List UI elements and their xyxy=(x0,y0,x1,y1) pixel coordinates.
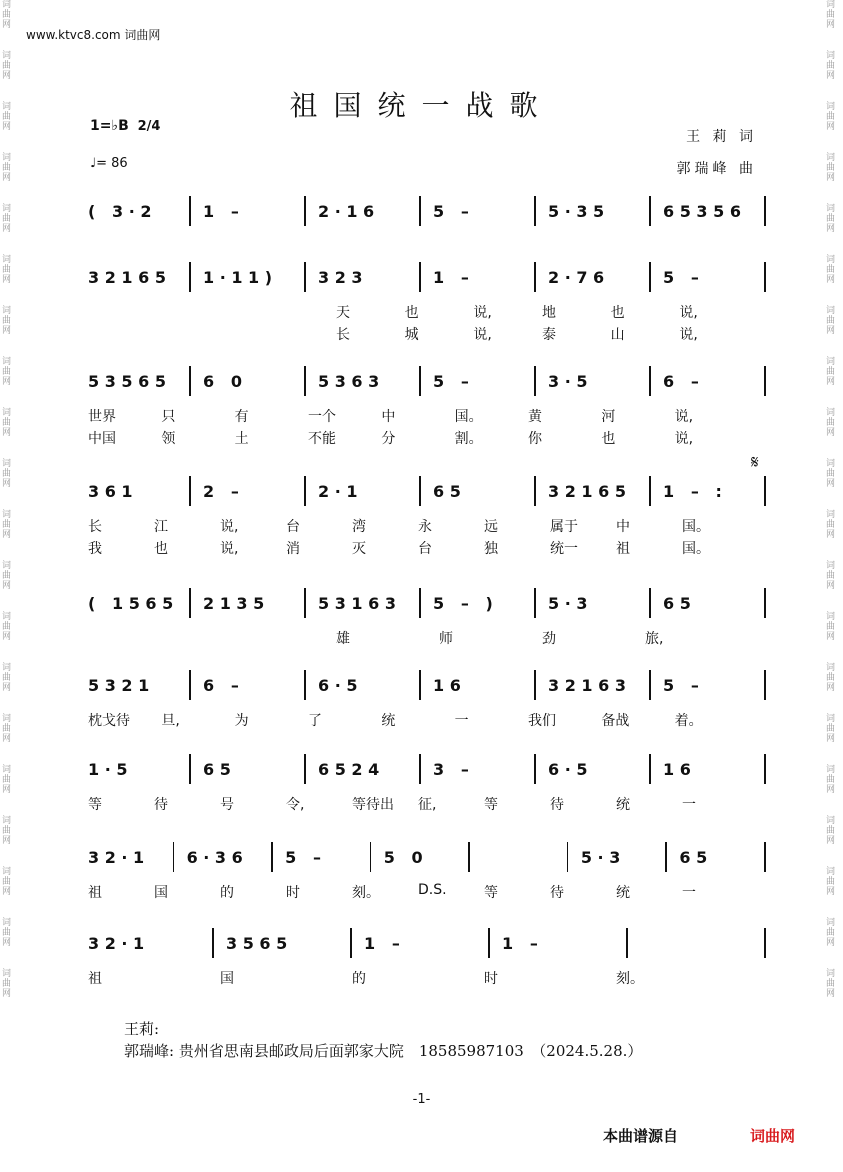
barline xyxy=(304,754,306,784)
notes-line xyxy=(66,366,766,406)
barline xyxy=(534,588,536,618)
watermark-text: 词 曲 网 xyxy=(2,561,12,591)
watermark-text: 词 曲 网 xyxy=(2,765,12,795)
lyric-syllable: 消 xyxy=(286,541,300,557)
barline xyxy=(764,842,766,872)
measure: 1 – xyxy=(502,934,538,953)
measure: 5 3 1 6 3 xyxy=(318,594,396,613)
barline xyxy=(534,476,536,506)
watermark-text: 词 曲 网 xyxy=(826,306,836,336)
measure: 5 · 3 5 xyxy=(548,202,605,221)
lyric-syllable: 台 xyxy=(418,541,432,557)
lyric-syllable: 统 xyxy=(616,885,630,901)
lyric-syllable: 一 xyxy=(454,713,469,729)
lyric-syllable: 国 xyxy=(154,885,168,901)
lyric-syllable: 旦, xyxy=(161,713,180,729)
watermark-text: 词 曲 网 xyxy=(2,204,12,234)
lyric-syllable: 统 xyxy=(616,797,630,813)
page-number: -1- xyxy=(412,1092,431,1107)
watermark-text: 词 曲 网 xyxy=(826,408,836,438)
watermark-text: 词 曲 网 xyxy=(2,408,12,438)
lyric-syllable: 也 xyxy=(601,431,616,447)
lyric-syllable: 一 xyxy=(682,885,696,901)
lyric-syllable: 长 xyxy=(88,519,102,535)
lyric-syllable: 也 xyxy=(404,305,419,321)
composer-credit: 郭瑞峰 曲 xyxy=(676,161,757,177)
barline xyxy=(764,196,766,226)
lyric-syllable: 国。 xyxy=(454,409,483,425)
measure: 6 0 xyxy=(203,372,242,391)
lyric-syllable: 说, xyxy=(220,541,239,557)
lyric-syllable: 说, xyxy=(473,305,492,321)
measure: 3 6 1 xyxy=(88,482,133,501)
lyric-syllable: 也 xyxy=(610,305,625,321)
barline xyxy=(534,366,536,396)
lyric-syllable: 旅, xyxy=(645,631,664,647)
lyric-syllable: 刻。 xyxy=(616,971,644,987)
watermark-text: 词 曲 网 xyxy=(2,51,12,81)
watermark-text: 词 曲 网 xyxy=(826,459,836,489)
lyric-syllable: 祖 xyxy=(616,541,630,557)
barline xyxy=(534,670,536,700)
notes-line xyxy=(66,842,766,882)
lyric-syllable: 时 xyxy=(286,885,300,901)
lyric-syllable: 永 xyxy=(418,519,432,535)
measure: 2 · 1 xyxy=(318,482,358,501)
watermark-text: 词 曲 网 xyxy=(826,612,836,642)
measure: 5 – xyxy=(663,268,699,287)
watermark-text: 词 曲 网 xyxy=(826,255,836,285)
lyric-syllable: 领 xyxy=(161,431,176,447)
barline xyxy=(488,928,490,958)
barline xyxy=(271,842,273,872)
watermark-text: 词 曲 网 xyxy=(826,867,836,897)
barline xyxy=(419,754,421,784)
key-signature: 1=♭B 2/4 xyxy=(90,118,161,134)
lyric-syllable: 城 xyxy=(404,327,419,343)
lyric-syllable: 待 xyxy=(550,797,564,813)
lyric-syllable: 我们 xyxy=(528,713,556,729)
watermark-text: 词 曲 网 xyxy=(2,714,12,744)
lyric-syllable: 的 xyxy=(220,885,234,901)
time-signature: 2/4 xyxy=(137,119,161,134)
barline xyxy=(419,476,421,506)
barline xyxy=(212,928,214,958)
lyric-syllable: 待 xyxy=(154,797,168,813)
measure: 5 3 5 6 5 xyxy=(88,372,166,391)
lyric-syllable: 远 xyxy=(484,519,498,535)
barline xyxy=(764,588,766,618)
watermark-text: 词 曲 网 xyxy=(826,918,836,948)
lyric-syllable: 待 xyxy=(550,885,564,901)
lyricist-credit: 王 莉 词 xyxy=(686,129,757,145)
lyric-syllable: 山 xyxy=(610,327,625,343)
source-brand-link[interactable]: 词曲网 xyxy=(750,1127,796,1145)
measure: 3 2 · 1 xyxy=(88,848,145,867)
lyric-syllable: 说, xyxy=(674,409,694,425)
watermark-text: 词 曲 网 xyxy=(826,357,836,387)
barline xyxy=(764,262,766,292)
lyric-syllable: 地 xyxy=(542,305,556,321)
measure: 2 – xyxy=(203,482,239,501)
lyric-syllable: 说, xyxy=(679,305,698,321)
lyric-syllable: 说, xyxy=(220,519,239,535)
watermark-text: 词 曲 网 xyxy=(2,969,12,999)
watermark-text: 词 曲 网 xyxy=(2,459,12,489)
notes-line xyxy=(66,928,766,968)
lyric-syllable: 说, xyxy=(674,431,694,447)
watermark-text: 词 曲 网 xyxy=(826,765,836,795)
barline xyxy=(534,754,536,784)
lyric-syllable: 等 xyxy=(484,797,498,813)
lyric-syllable: 了 xyxy=(308,713,322,729)
footer-composer-contact: 郭瑞峰: 贵州省思南县邮政局后面郭家大院 18585987103 （2024.5.28.） xyxy=(124,1042,643,1060)
lyric-syllable: 说, xyxy=(473,327,492,343)
barline xyxy=(534,196,536,226)
barline xyxy=(304,262,306,292)
barline xyxy=(370,842,372,872)
lyric-syllable: 国。 xyxy=(682,541,710,557)
measure: ( 3 · 2 xyxy=(88,202,152,221)
lyric-syllable: 国 xyxy=(220,971,234,987)
watermark-text: 词 曲 网 xyxy=(2,510,12,540)
measure: 5 · 3 xyxy=(580,848,621,867)
watermark-text: 词 曲 网 xyxy=(826,969,836,999)
measure: 6 5 xyxy=(679,848,708,867)
measure: 5 – xyxy=(285,848,321,867)
measure: 1 · 5 xyxy=(88,760,128,779)
tempo-marking: ♩= 86 xyxy=(90,156,128,171)
notes-line xyxy=(66,670,766,710)
lyric-syllable: 的 xyxy=(352,971,366,987)
lyric-syllable: 中国 xyxy=(88,431,116,447)
watermark-text: 词 曲 网 xyxy=(2,153,12,183)
barline xyxy=(468,842,470,872)
measure: 2 · 7 6 xyxy=(548,268,605,287)
lyric-syllable: 师 xyxy=(439,631,453,647)
lyric-syllable: 台 xyxy=(286,519,300,535)
barline xyxy=(665,842,667,872)
lyric-syllable: 征, xyxy=(418,797,437,813)
barline xyxy=(304,476,306,506)
barline xyxy=(764,476,766,506)
watermark-text: 词 曲 网 xyxy=(2,357,12,387)
lyric-syllable: 令, xyxy=(286,797,305,813)
measure: 5 3 2 1 xyxy=(88,676,150,695)
measure: 3 2 1 6 5 xyxy=(548,482,626,501)
watermark-left xyxy=(2,0,16,1172)
site-header[interactable]: www.ktvc8.com 词曲网 xyxy=(26,28,161,42)
barline xyxy=(649,476,651,506)
lyric-syllable: 不能 xyxy=(308,431,336,447)
notes-line xyxy=(66,476,766,516)
barline xyxy=(189,754,191,784)
measure: 5 3 6 3 xyxy=(318,372,380,391)
barline xyxy=(649,588,651,618)
measure: 5 – xyxy=(433,202,469,221)
barline xyxy=(304,670,306,700)
barline xyxy=(764,670,766,700)
lyric-syllable: 河 xyxy=(601,409,616,425)
measure: 3 · 5 xyxy=(548,372,588,391)
lyric-syllable: 国。 xyxy=(682,519,710,535)
barline xyxy=(189,196,191,226)
lyric-syllable: 雄 xyxy=(336,631,350,647)
watermark-text: 词 曲 网 xyxy=(826,561,836,591)
measure: 5 – ) xyxy=(433,594,493,613)
watermark-text: 词 曲 网 xyxy=(2,867,12,897)
lyric-syllable: 祖 xyxy=(88,885,102,901)
watermark-text: 词 曲 网 xyxy=(2,306,12,336)
barline xyxy=(649,670,651,700)
watermark-text: 词 曲 网 xyxy=(2,102,12,132)
lyric-syllable: 灭 xyxy=(352,541,366,557)
barline xyxy=(649,754,651,784)
source-label: 本曲谱源自 xyxy=(603,1127,679,1145)
lyric-syllable: D.S. xyxy=(418,882,447,898)
lyric-syllable: 天 xyxy=(336,305,350,321)
measure: 1 · 1 1 ) xyxy=(203,268,273,287)
measure: 6 5 xyxy=(203,760,231,779)
lyric-syllable: 枕戈待 xyxy=(88,713,130,729)
measure: 6 5 2 4 xyxy=(318,760,380,779)
barline xyxy=(649,196,651,226)
barline xyxy=(304,588,306,618)
barline xyxy=(350,928,352,958)
watermark-text: 词 曲 网 xyxy=(826,663,836,693)
measure: 6 – xyxy=(663,372,699,391)
measure: 3 5 6 5 xyxy=(226,934,288,953)
watermark-text: 词 曲 网 xyxy=(2,612,12,642)
measure: 3 2 1 6 3 xyxy=(548,676,626,695)
barline xyxy=(419,366,421,396)
measure: 6 5 xyxy=(663,594,691,613)
watermark-right xyxy=(826,0,840,1172)
lyric-syllable: 江 xyxy=(154,519,168,535)
lyric-syllable: 号 xyxy=(220,797,234,813)
footer-lyricist-contact: 王莉: xyxy=(124,1020,160,1038)
lyric-syllable: 分 xyxy=(381,431,396,447)
barline xyxy=(304,196,306,226)
measure: 1 – xyxy=(433,268,469,287)
barline xyxy=(534,262,536,292)
measure: 6 5 xyxy=(433,482,461,501)
measure: 5 0 xyxy=(383,848,423,867)
lyric-syllable: 世界 xyxy=(88,409,116,425)
measure: 6 · 3 6 xyxy=(186,848,243,867)
lyric-syllable: 说, xyxy=(679,327,698,343)
watermark-text: 词 曲 网 xyxy=(2,0,12,30)
measure: ( 1 5 6 5 xyxy=(88,594,174,613)
watermark-text: 词 曲 网 xyxy=(826,51,836,81)
barline xyxy=(189,588,191,618)
measure: 6 · 5 xyxy=(318,676,358,695)
watermark-text: 词 曲 网 xyxy=(826,0,836,30)
watermark-text: 词 曲 网 xyxy=(2,918,12,948)
measure: 3 2 · 1 xyxy=(88,934,145,953)
measure: 1 6 xyxy=(433,676,461,695)
measure: 3 – xyxy=(433,760,469,779)
measure: 6 5 3 5 6 xyxy=(663,202,741,221)
measure: 2 1 3 5 xyxy=(203,594,265,613)
lyric-syllable: 只 xyxy=(161,409,176,425)
lyric-syllable: 等 xyxy=(88,797,102,813)
lyric-syllable: 也 xyxy=(154,541,168,557)
measure: 1 – : xyxy=(663,482,722,501)
lyric-syllable: 泰 xyxy=(542,327,556,343)
lyric-syllable: 割。 xyxy=(454,431,483,447)
lyric-syllable: 湾 xyxy=(352,519,366,535)
watermark-text: 词 曲 网 xyxy=(2,816,12,846)
measure: 3 2 1 6 5 xyxy=(88,268,166,287)
measure: 5 – xyxy=(433,372,469,391)
barline xyxy=(189,670,191,700)
barline xyxy=(649,262,651,292)
lyric-syllable: 独 xyxy=(484,541,498,557)
barline xyxy=(419,196,421,226)
lyric-syllable: 时 xyxy=(484,971,498,987)
barline xyxy=(304,366,306,396)
lyric-syllable: 刻。 xyxy=(352,885,380,901)
lyric-syllable: 你 xyxy=(528,431,542,447)
watermark-text: 词 曲 网 xyxy=(2,663,12,693)
barline xyxy=(764,754,766,784)
lyric-syllable: 中 xyxy=(381,409,396,425)
notes-line xyxy=(66,754,766,794)
watermark-text: 词 曲 网 xyxy=(826,816,836,846)
lyric-syllable: 中 xyxy=(616,519,630,535)
measure: 5 · 3 xyxy=(548,594,588,613)
lyric-syllable: 等待出 xyxy=(352,797,394,813)
watermark-text: 词 曲 网 xyxy=(2,255,12,285)
barline xyxy=(626,928,628,958)
barline xyxy=(764,366,766,396)
measure: 3 2 3 xyxy=(318,268,363,287)
barline xyxy=(173,842,175,872)
segno-sign: 𝄋 xyxy=(751,452,759,473)
barline xyxy=(649,366,651,396)
watermark-text: 词 曲 网 xyxy=(826,102,836,132)
measure: 5 – xyxy=(663,676,699,695)
watermark-text: 词 曲 网 xyxy=(826,153,836,183)
lyric-syllable: 有 xyxy=(234,409,249,425)
lyric-syllable: 统一 xyxy=(550,541,578,557)
measure: 2 · 1 6 xyxy=(318,202,375,221)
barline xyxy=(567,842,569,872)
song-title: 祖国统一战歌 xyxy=(289,89,554,122)
lyric-syllable: 祖 xyxy=(88,971,102,987)
notes-line xyxy=(66,262,766,302)
lyric-syllable: 等 xyxy=(484,885,498,901)
measure: 1 – xyxy=(364,934,400,953)
barline xyxy=(419,262,421,292)
notes-line xyxy=(66,588,766,628)
notes-line xyxy=(66,196,766,236)
lyric-syllable: 着。 xyxy=(674,713,703,729)
barline xyxy=(189,476,191,506)
watermark-text: 词 曲 网 xyxy=(826,204,836,234)
lyric-syllable: 土 xyxy=(234,431,249,447)
watermark-text: 词 曲 网 xyxy=(826,714,836,744)
lyric-syllable: 为 xyxy=(234,713,249,729)
measure: 1 – xyxy=(203,202,239,221)
lyric-syllable: 长 xyxy=(336,327,350,343)
barline xyxy=(189,262,191,292)
lyric-syllable: 劲 xyxy=(542,631,556,647)
measure: 1 6 xyxy=(663,760,691,779)
lyric-syllable: 我 xyxy=(88,541,102,557)
lyric-syllable: 一个 xyxy=(308,409,336,425)
lyric-syllable: 备战 xyxy=(601,713,630,729)
barline xyxy=(419,588,421,618)
lyric-syllable: 统 xyxy=(381,713,396,729)
barline xyxy=(764,928,766,958)
lyric-syllable: 黄 xyxy=(528,409,542,425)
lyric-syllable: 属于 xyxy=(550,519,578,535)
watermark-text: 词 曲 网 xyxy=(826,510,836,540)
measure: 6 · 5 xyxy=(548,760,588,779)
barline xyxy=(419,670,421,700)
measure: 6 – xyxy=(203,676,239,695)
lyric-syllable: 一 xyxy=(682,797,696,813)
barline xyxy=(189,366,191,396)
